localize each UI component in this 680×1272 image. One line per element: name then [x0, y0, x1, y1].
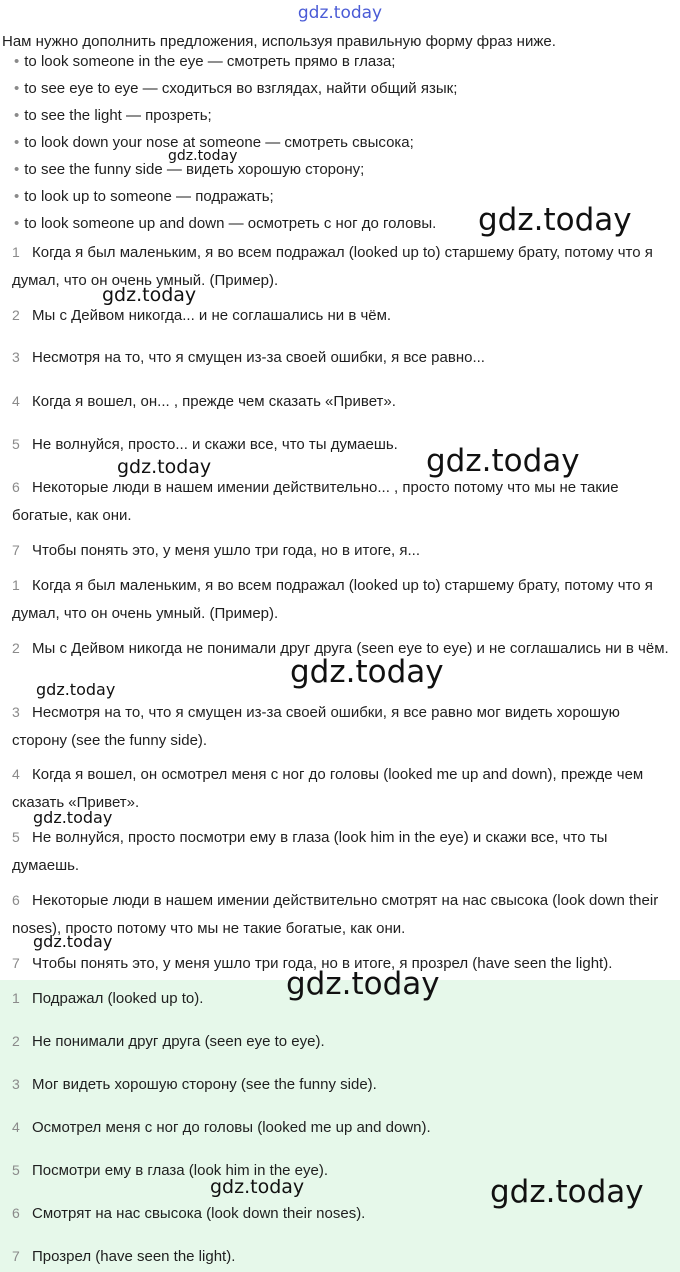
phrase-item [14, 81, 457, 108]
item-text: Несмотря на то, что я смущен из-за своей ошибки, я все равно... [32, 349, 485, 366]
watermark: gdz.today [210, 1176, 305, 1198]
bullet-icon: • [14, 134, 20, 151]
item-text: Подражал (looked up to). [32, 990, 204, 1007]
item-text: Некоторые люди в нашем имении действительно смотрят на нас свысока (look down their noses), просто потому что мы не такие богатые, как они. [12, 892, 659, 937]
phrase-item [14, 54, 457, 81]
item-number: 4 [12, 393, 20, 409]
phrase-text: to look someone in the eye — смотреть прямо в глаза; [24, 53, 396, 70]
item-text: Когда я вошел, он... , прежде чем сказать «Привет». [32, 393, 396, 410]
watermark: gdz.today [102, 284, 197, 306]
task-item [12, 343, 676, 372]
item-text: Чтобы понять это, у меня ушло три года, но в итоге, я... [32, 542, 421, 559]
answer-item [12, 1113, 676, 1142]
item-text: Не понимали друг друга (seen eye to eye). [32, 1033, 325, 1050]
bullet-icon: • [14, 215, 20, 232]
phrase-text: to look someone up and down — осмотреть с ног до головы. [24, 215, 437, 232]
watermark: gdz.today [33, 808, 113, 827]
bullet-icon: • [14, 188, 20, 205]
answer-item [12, 1027, 676, 1056]
bullet-icon: • [14, 53, 20, 70]
item-text: Мог видеть хорошую сторону (see the funny side). [32, 1076, 377, 1093]
watermark: gdz.today [478, 202, 632, 238]
phrase-text: to look up to someone — подражать; [24, 188, 274, 205]
task-item [12, 387, 676, 416]
bullet-icon: • [14, 161, 20, 178]
item-number: 7 [12, 1248, 20, 1264]
item-number: 2 [12, 307, 20, 323]
watermark: gdz.today [168, 148, 238, 164]
task-item [12, 536, 676, 565]
item-number: 7 [12, 955, 20, 971]
item-text: Когда я был маленьким, я во всем подражал (looked up to) старшему брату, потому что я думал, что он очень умный. (Пример). [12, 244, 653, 289]
item-text: Когда я был маленьким, я во всем подражал (looked up to) старшему брату, потому что я думал, что он очень умный. (Пример). [12, 577, 653, 622]
item-text: Посмотри ему в глаза (look him in the eye). [32, 1162, 329, 1179]
item-number: 6 [12, 1205, 20, 1221]
filled-item [12, 571, 676, 628]
item-text: Мы с Дейвом никогда не понимали друг друга (seen eye to eye) и не соглашались ни в чём. [32, 640, 669, 657]
phrase-text: to see eye to eye — сходиться во взглядах, найти общий язык; [24, 80, 458, 97]
item-number: 6 [12, 479, 20, 495]
item-text: Не волнуйся, просто посмотри ему в глаза (look him in the eye) и скажи все, что ты думаешь. [12, 829, 608, 874]
item-number: 1 [12, 990, 20, 1006]
phrase-item [14, 162, 457, 189]
item-text: Смотрят на нас свысока (look down their noses). [32, 1205, 366, 1222]
answer-item [12, 1070, 676, 1099]
item-number: 3 [12, 349, 20, 365]
watermark: gdz.today [33, 932, 113, 951]
phrase-text: to look down your nose at someone — смотреть свысока; [24, 134, 414, 151]
item-number: 7 [12, 542, 20, 558]
item-number: 2 [12, 640, 20, 656]
watermark: gdz.today [117, 456, 212, 478]
phrase-item [14, 108, 457, 135]
filled-item [12, 823, 676, 880]
phrase-text: to see the funny side — видеть хорошую сторону; [24, 161, 365, 178]
watermark: gdz.today [490, 1174, 644, 1210]
watermark: gdz.today [426, 443, 580, 479]
item-number: 1 [12, 244, 20, 260]
item-text: Прозрел (have seen the light). [32, 1248, 236, 1265]
item-text: Некоторые люди в нашем имении действительно... , просто потому что мы не такие богатые, как они. [12, 479, 619, 524]
item-number: 5 [12, 436, 20, 452]
item-number: 3 [12, 1076, 20, 1092]
item-text: Чтобы понять это, у меня ушло три года, но в итоге, я прозрел (have seen the light). [32, 955, 613, 972]
item-text: Мы с Дейвом никогда... и не соглашались ни в чём. [32, 307, 392, 324]
watermark: gdz.today [286, 966, 440, 1002]
bullet-icon: • [14, 107, 20, 124]
item-text: Когда я вошел, он осмотрел меня с ног до головы (looked me up and down), прежде чем сказать «Привет». [12, 766, 644, 811]
item-text: Несмотря на то, что я смущен из-за своей ошибки, я все равно мог видеть хорошую сторону (see the funny side). [12, 704, 620, 749]
intro-text: Нам нужно дополнить предложения, используя правильную форму фраз ниже. [2, 33, 556, 50]
item-text: Осмотрел меня с ног до головы (looked me up and down). [32, 1119, 431, 1136]
filled-item [12, 698, 676, 755]
watermark: gdz.today [36, 680, 116, 699]
item-number: 5 [12, 829, 20, 845]
watermark: gdz.today [290, 654, 444, 690]
item-number: 4 [12, 1119, 20, 1135]
task-item [12, 473, 676, 530]
item-number: 5 [12, 1162, 20, 1178]
bullet-icon: • [14, 80, 20, 97]
item-number: 3 [12, 704, 20, 720]
answer-item [12, 1242, 676, 1271]
phrase-item [14, 189, 457, 216]
item-number: 4 [12, 766, 20, 782]
item-number: 2 [12, 1033, 20, 1049]
item-number: 6 [12, 892, 20, 908]
watermark-top: gdz.today [297, 3, 383, 23]
item-text: Не волнуйся, просто... и скажи все, что ты думаешь. [32, 436, 398, 453]
item-number: 1 [12, 577, 20, 593]
phrase-text: to see the light — прозреть; [24, 107, 212, 124]
